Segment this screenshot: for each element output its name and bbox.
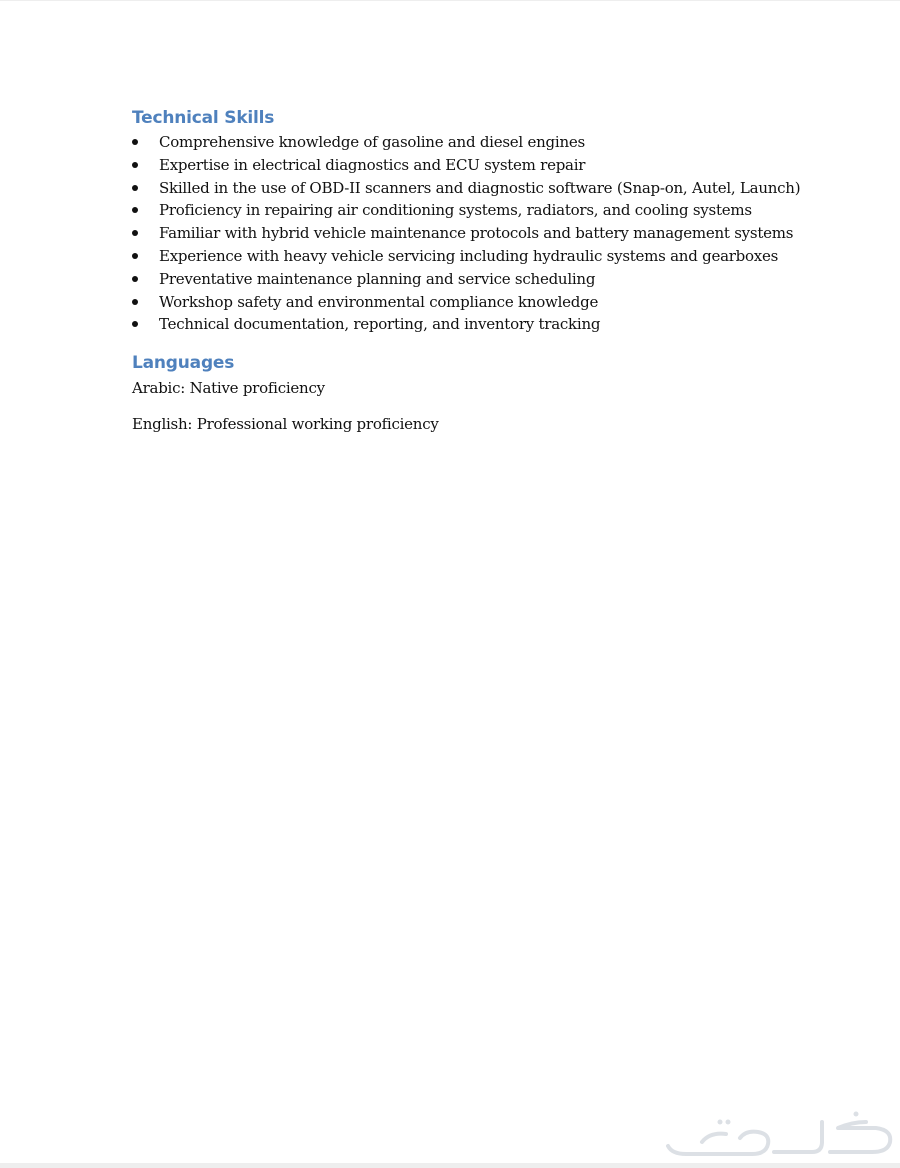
language-english: English: Professional working proficiency <box>132 415 439 434</box>
page-top-edge <box>0 0 900 1</box>
list-item <box>132 199 832 222</box>
languages-heading: Languages <box>132 353 235 374</box>
list-item <box>132 245 832 268</box>
skill-text: Proficiency in repairing air conditioning systems, radiators, and cooling systems <box>159 201 752 220</box>
list-item <box>132 222 832 245</box>
bullet-icon <box>132 253 138 259</box>
list-item <box>132 313 832 336</box>
bullet-icon <box>132 185 138 191</box>
skill-text: Technical documentation, reporting, and inventory tracking <box>159 315 601 334</box>
bullet-icon <box>132 230 138 236</box>
resume-content <box>132 106 832 435</box>
bullet-icon <box>132 139 138 145</box>
skill-text: Skilled in the use of OBD-II scanners and diagnostic software (Snap-on, Autel, Launch) <box>159 178 801 197</box>
list-item <box>132 131 832 154</box>
list-item <box>132 154 832 177</box>
list-item <box>132 177 832 200</box>
bullet-icon <box>132 162 138 168</box>
bullet-icon <box>132 321 138 327</box>
technical-skills-heading: Technical Skills <box>132 108 275 128</box>
skill-text: Workshop safety and environmental compliance knowledge <box>159 292 599 311</box>
language-arabic: Arabic: Native proficiency <box>132 379 325 398</box>
list-item <box>132 291 832 314</box>
skill-text: Familiar with hybrid vehicle maintenance protocols and battery management systems <box>159 224 794 243</box>
page-bottom-edge <box>0 1163 900 1168</box>
skill-text: Expertise in electrical diagnostics and ECU system repair <box>159 155 586 174</box>
skill-text: Preventative maintenance planning and service scheduling <box>159 269 596 288</box>
bullet-icon <box>132 207 138 213</box>
list-item <box>132 268 832 291</box>
skill-text: Experience with heavy vehicle servicing including hydraulic systems and gearboxes <box>159 246 779 265</box>
technical-skills-list <box>132 131 832 336</box>
bullet-icon <box>132 299 138 305</box>
bullet-icon <box>132 276 138 282</box>
skill-text: Comprehensive knowledge of gasoline and diesel engines <box>159 133 585 151</box>
haraj-watermark-logo <box>662 1108 896 1160</box>
